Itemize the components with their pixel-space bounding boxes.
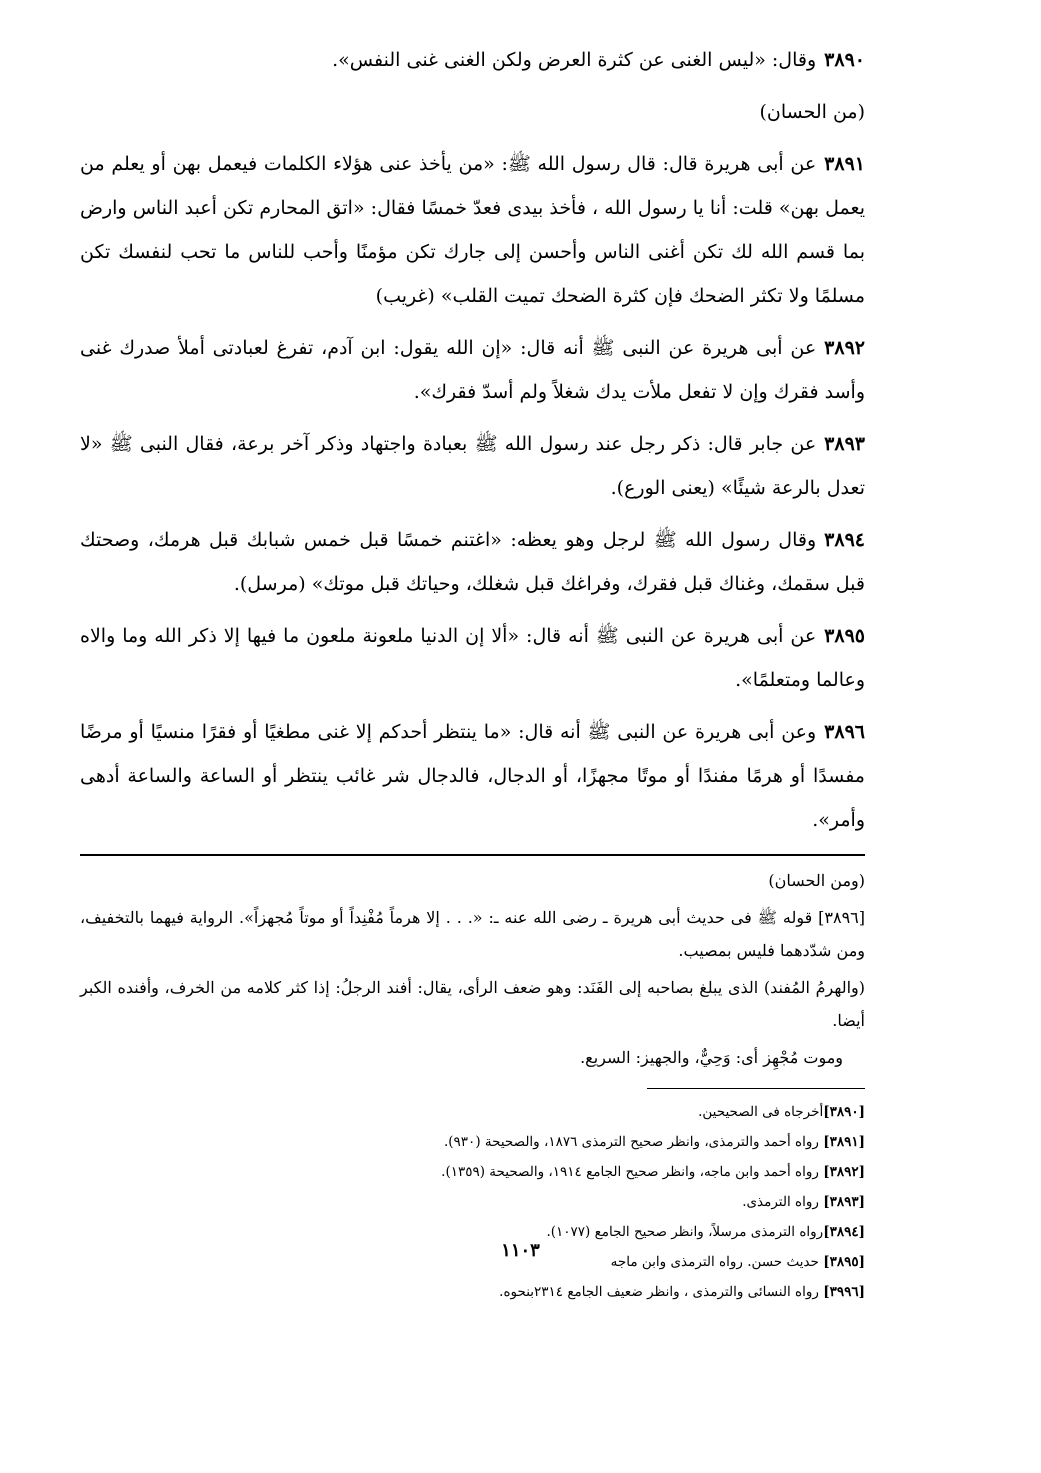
commentary-line: (والهرمُ المُفند) الذى يبلغ بصاحبه إلى الفَنَد: وهو ضعف الرأى، يقال: أفند الرجلُ: إذا كثر كلامه من الخرف، وأفنده الكبر أيضا. bbox=[80, 978, 865, 1030]
hadith-number: ٣٨٩٤ bbox=[824, 529, 865, 551]
commentary-line: [٣٨٩٦] قوله ﷺ فى حديث أبى هريرة ـ رضى الله عنه ـ: «. . . إلا هرماً مُفْنِداً أو موتاً مُجهزاً». الرواية فيهما بالتخفيف، ومن شدّدهما فليس بمصيب. bbox=[80, 908, 865, 960]
source-item bbox=[80, 1187, 865, 1217]
page-body bbox=[80, 38, 865, 1307]
source-text: رواه أحمد والترمذى، وانظر صحيح الترمذى ١٨٧٦، والصحيحة (٩٣٠). bbox=[443, 1134, 819, 1150]
source-number: [٣٨٩٥] bbox=[823, 1254, 865, 1270]
source-number: [٣٩٩٦] bbox=[823, 1284, 865, 1300]
source-text: رواه الترمذى مرسلاً، وانظر صحيح الجامع (١٠٧٧). bbox=[546, 1224, 824, 1240]
source-number: [٣٨٩١] bbox=[823, 1134, 865, 1150]
hadith-3896 bbox=[80, 710, 865, 842]
source-number: [٣٨٩٣] bbox=[823, 1194, 865, 1210]
source-number: [٣٨٩٤] bbox=[823, 1224, 865, 1240]
commentary-divider bbox=[80, 854, 865, 856]
source-text: أخرجاه فى الصحيحين. bbox=[698, 1104, 824, 1120]
source-text: رواه أحمد وابن ماجه، وانظر صحيح الجامع ١٩١٤، والصحيحة (١٣٥٩). bbox=[441, 1164, 819, 1180]
source-number: [٣٨٩٠] bbox=[823, 1104, 865, 1120]
hadith-text: عن أبى هريرة عن النبى ﷺ أنه قال: «ألا إن الدنيا ملعونة ملعون ما فيها إلا ذكر الله وما والاه وعالما ومتعلمًا». bbox=[80, 625, 865, 691]
hadith-number: ٣٨٩٦ bbox=[824, 721, 865, 743]
hadith-3893 bbox=[80, 422, 865, 510]
commentary-line bbox=[80, 1041, 865, 1074]
hadith-3894 bbox=[80, 518, 865, 606]
sources-divider bbox=[647, 1088, 865, 1089]
hadith-number: ٣٨٩٠ bbox=[824, 49, 865, 71]
hadith-text: عن أبى هريرة قال: قال رسول الله ﷺ: «من يأخذ عنى هؤلاء الكلمات فيعمل بهن أو يعلم من يعمل بهن» قلت: أنا يا رسول الله ، فأخذ بيدى فعدّ خمسًا فقال: «اتق المحارم تكن أعبد الناس وارض بما قسم الله لك تكن أغنى الناس وأحسن إلى جارك تكن مؤمنًا وأحب للناس ما تحب لنفسك تكن مسلمًا ولا تكثر الضحك فإن كثرة الضحك تميت القلب» (غريب) bbox=[80, 153, 865, 307]
hadith-3890 bbox=[80, 38, 865, 82]
hadith-text: وقال: «ليس الغنى عن كثرة العرض ولكن الغنى غنى النفس». bbox=[332, 49, 817, 71]
hadith-3895 bbox=[80, 614, 865, 702]
source-item bbox=[80, 1097, 865, 1127]
hadith-number: ٣٨٩٣ bbox=[824, 433, 865, 455]
source-number: [٣٨٩٢] bbox=[823, 1164, 865, 1180]
hadith-3891 bbox=[80, 142, 865, 318]
hadith-text: عن جابر قال: ذكر رجل عند رسول الله ﷺ بعبادة واجتهاد وذكر آخر برعة، فقال النبى ﷺ «لا تعدل بالرعة شيئًا» (يعنى الورع). bbox=[80, 433, 865, 499]
source-item bbox=[80, 1157, 865, 1187]
source-text: حديث حسن. رواه الترمذى وابن ماجه bbox=[610, 1254, 819, 1270]
source-item bbox=[80, 1277, 865, 1307]
source-text: رواه النسائى والترمذى ، وانظر ضعيف الجامع ٢٣١٤بنحوه. bbox=[499, 1284, 819, 1300]
commentary-heading: (ومن الحسان) bbox=[768, 871, 865, 890]
hadith-text: وعن أبى هريرة عن النبى ﷺ أنه قال: «ما ينتظر أحدكم إلا غنى مطغيًا أو فقرًا منسيًا أو مرضًا مفسدًا أو هرمًا مفندًا أو موتًا مجهزًا، أو الدجال، فالدجال شر غائب ينتظر أو الساعة والساعة أدهى وأمر». bbox=[80, 721, 865, 831]
section-heading-hisan: (من الحسان) bbox=[759, 101, 865, 123]
hadith-number: ٣٨٩٥ bbox=[824, 625, 865, 647]
hadith-3892 bbox=[80, 326, 865, 414]
commentary-line-text: وموت مُجْهِز أى: وَحِيٌّ، والجهيز: السريع. bbox=[580, 1048, 843, 1067]
source-item bbox=[80, 1127, 865, 1157]
page-number: ١١٠٣ bbox=[501, 1240, 540, 1261]
hadith-number: ٣٨٩٢ bbox=[824, 337, 865, 359]
sources-list bbox=[80, 1097, 865, 1307]
hadith-text: عن أبى هريرة عن النبى ﷺ أنه قال: «إن الله يقول: ابن آدم، تفرغ لعبادتى أملأ صدرك غنى وأسد فقرك وإن لا تفعل ملأت يدك شغلاً ولم أسدّ فقرك». bbox=[80, 337, 865, 403]
hadith-number: ٣٨٩١ bbox=[824, 153, 865, 175]
source-text: رواه الترمذى. bbox=[742, 1194, 819, 1210]
hadith-text: وقال رسول الله ﷺ لرجل وهو يعظه: «اغتنم خمسًا قبل خمس شبابك قبل هرمك، وصحتك قبل سقمك، وغناك قبل فقرك، وفراغك قبل شغلك، وحياتك قبل موتك» (مرسل). bbox=[80, 529, 865, 595]
